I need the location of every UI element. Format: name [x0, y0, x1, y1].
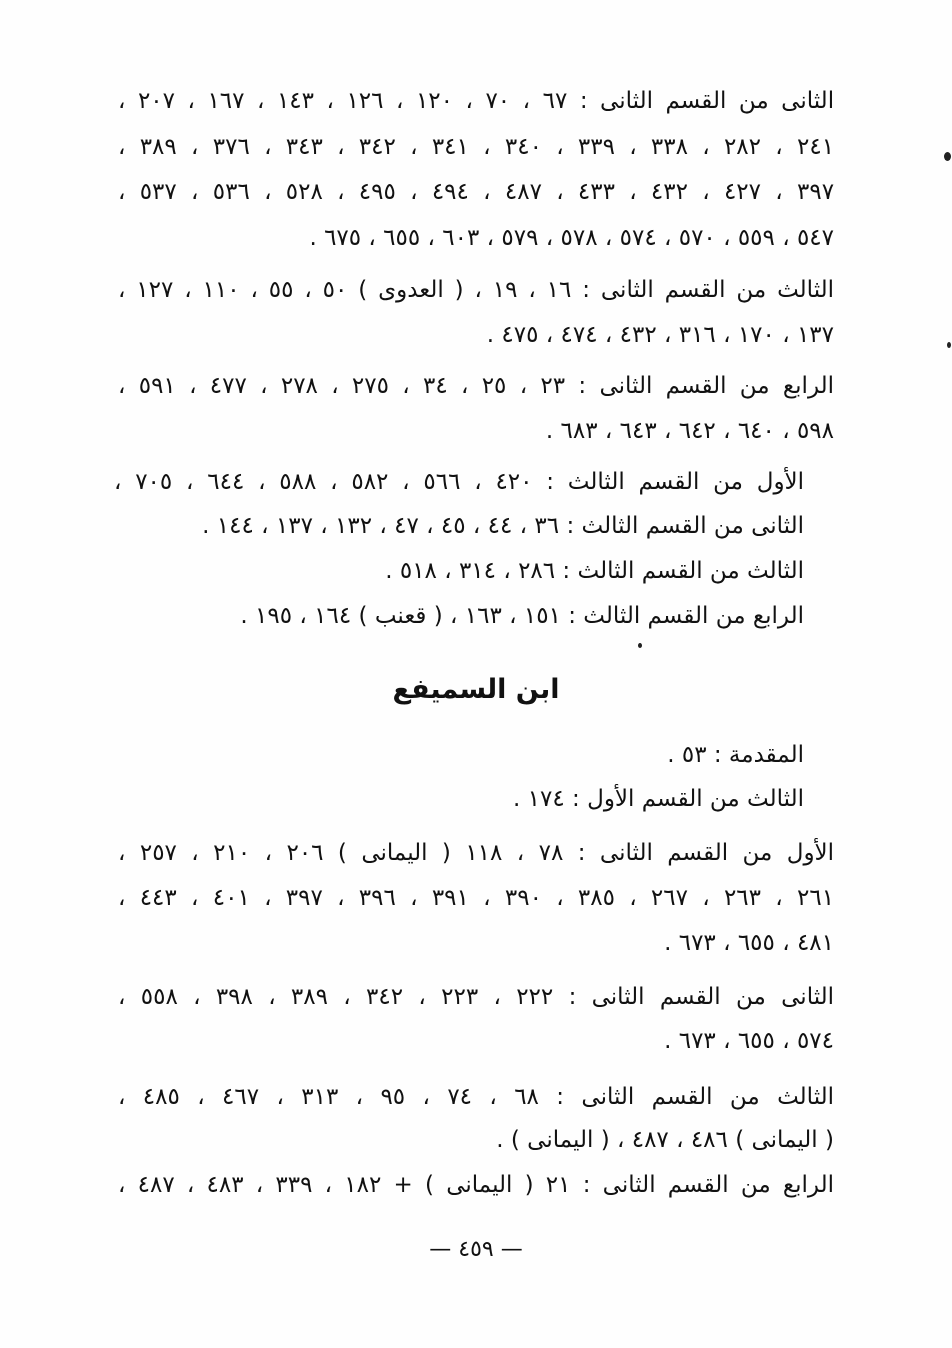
- index-line: ٤٨١ ، ٦٥٥ ، ٦٧٣ .: [664, 930, 834, 956]
- index-line: الثالث من القسم الثانى : ١٦ ، ١٩ ، ( العدوى ) ٥٠ ، ٥٥ ، ١١٠ ، ١٢٧ ،: [118, 277, 834, 303]
- index-line: الرابع من القسم الثانى : ٢١ ( اليمانى ) + ١٨٢ ، ٣٣٩ ، ٤٨٣ ، ٤٨٧ ،: [118, 1172, 834, 1198]
- index-line: ٥٤٧ ، ٥٥٩ ، ٥٧٠ ، ٥٧٤ ، ٥٧٨ ، ٥٧٩ ، ٦٠٣ ، ٦٥٥ ، ٦٧٥ .: [309, 225, 834, 251]
- index-line: الثالث من القسم الثالث : ٢٨٦ ، ٣١٤ ، ٥١٨ .: [385, 558, 804, 584]
- index-line: الثانى من القسم الثانى : ٢٢٢ ، ٢٢٣ ، ٣٤٢ ، ٣٨٩ ، ٣٩٨ ، ٥٥٨ ،: [118, 984, 834, 1010]
- index-line: ٢٤١ ، ٢٨٢ ، ٣٣٨ ، ٣٣٩ ، ٣٤٠ ، ٣٤١ ، ٣٤٢ ، ٣٤٣ ، ٣٧٦ ، ٣٨٩ ،: [118, 134, 834, 160]
- index-line: ٢٦١ ، ٢٦٣ ، ٢٦٧ ، ٣٨٥ ، ٣٩٠ ، ٣٩١ ، ٣٩٦ ، ٣٩٧ ، ٤٠١ ، ٤٤٣ ،: [118, 885, 834, 911]
- page-number: — ٤٥٩ —: [429, 1237, 523, 1262]
- index-line: ٥٧٤ ، ٦٥٥ ، ٦٧٣ .: [664, 1028, 834, 1054]
- index-line: الثانى من القسم الثانى : ٦٧ ، ٧٠ ، ١٢٠ ، ١٢٦ ، ١٤٣ ، ١٦٧ ، ٢٠٧ ،: [118, 88, 834, 114]
- scan-speck: [944, 152, 951, 161]
- index-line: الثانى من القسم الثالث : ٣٦ ، ٤٤ ، ٤٥ ، ٤٧ ، ١٣٢ ، ١٣٧ ، ١٤٤ .: [202, 513, 804, 539]
- index-line: ٥٩٨ ، ٦٤٠ ، ٦٤٢ ، ٦٤٣ ، ٦٨٣ .: [545, 418, 834, 444]
- index-line: الرابع من القسم الثانى : ٢٣ ، ٢٥ ، ٣٤ ، ٢٧٥ ، ٢٧٨ ، ٤٧٧ ، ٥٩١ ،: [118, 373, 834, 399]
- index-line: الأول من القسم الثانى : ٧٨ ، ١١٨ ( اليمانى ) ٢٠٦ ، ٢١٠ ، ٢٥٧ ،: [118, 840, 834, 866]
- index-line: ٣٩٧ ، ٤٢٧ ، ٤٣٢ ، ٤٣٣ ، ٤٨٧ ، ٤٩٤ ، ٤٩٥ ، ٥٢٨ ، ٥٣٦ ، ٥٣٧ ،: [118, 179, 834, 205]
- scan-speck: [638, 643, 642, 648]
- index-line: الأول من القسم الثالث : ٤٢٠ ، ٥٦٦ ، ٥٨٢ ، ٥٨٨ ، ٦٤٤ ، ٧٠٥ ،: [114, 469, 804, 495]
- index-line: المقدمة : ٥٣ .: [667, 742, 804, 768]
- index-line: ( اليمانى ) ٤٨٦ ، ٤٨٧ ، ( اليمانى ) .: [496, 1127, 834, 1153]
- section-heading: ابن السميفع: [392, 674, 560, 705]
- index-line: ١٣٧ ، ١٧٠ ، ٣١٦ ، ٤٣٢ ، ٤٧٤ ، ٤٧٥ .: [486, 322, 834, 348]
- index-line: الثالث من القسم الأول : ١٧٤ .: [513, 786, 804, 812]
- index-line: الرابع من القسم الثالث : ١٥١ ، ١٦٣ ، ( قعنب ) ١٦٤ ، ١٩٥ .: [240, 603, 804, 629]
- scan-speck: [947, 342, 951, 348]
- index-line: الثالث من القسم الثانى : ٦٨ ، ٧٤ ، ٩٥ ، ٣١٣ ، ٤٦٧ ، ٤٨٥ ،: [118, 1084, 834, 1110]
